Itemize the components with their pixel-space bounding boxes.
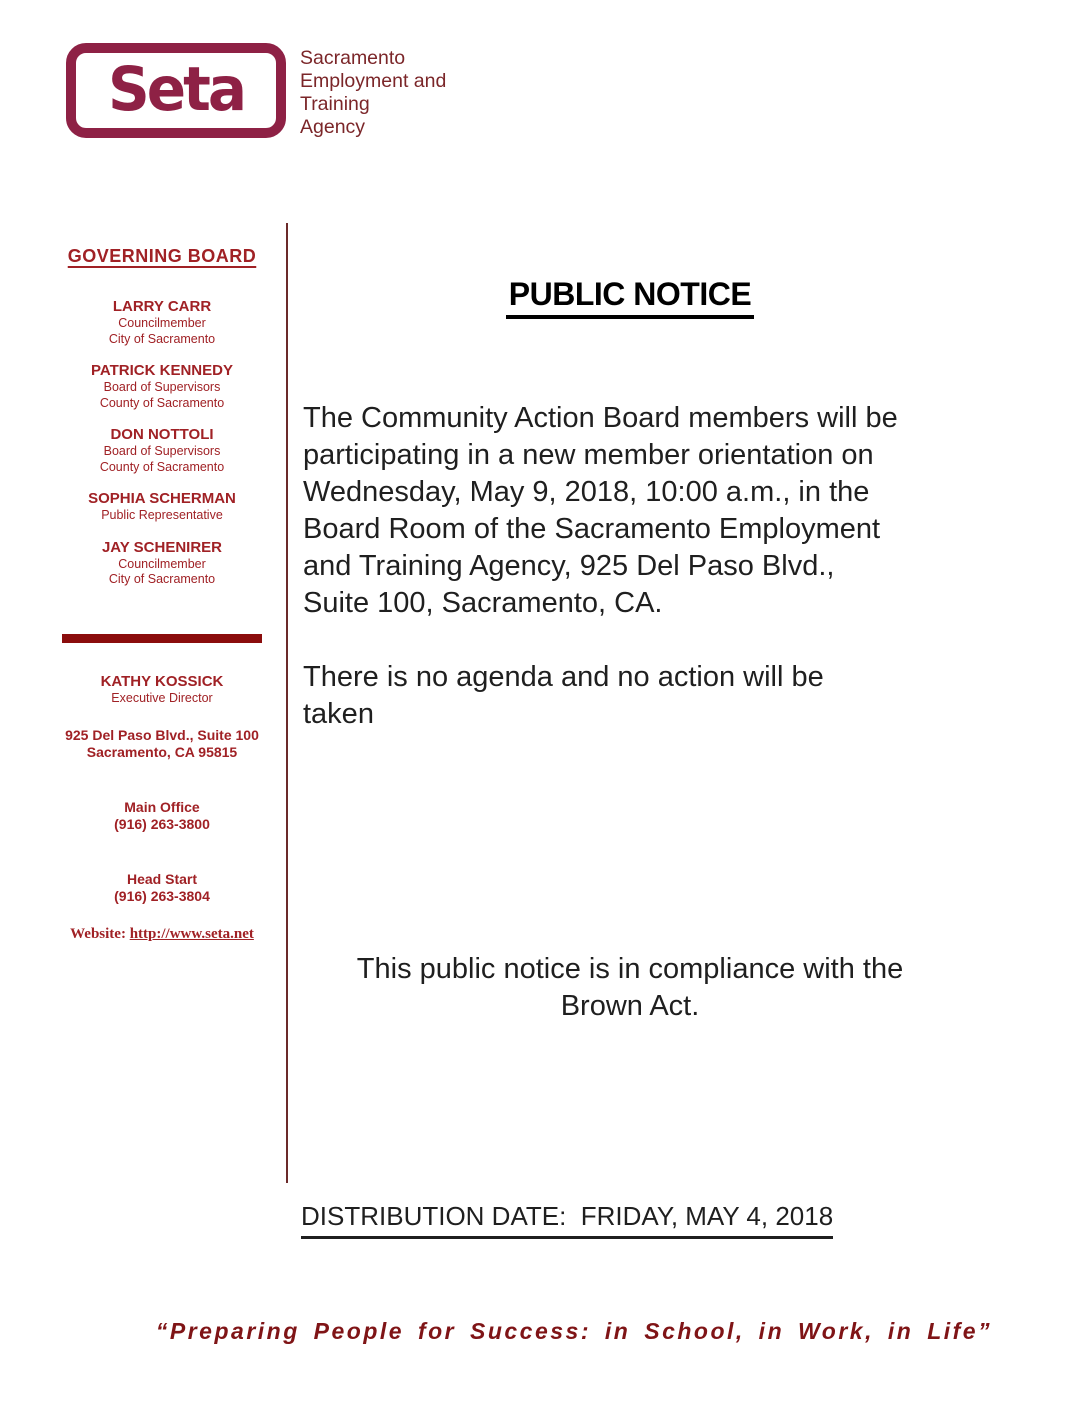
paragraph-line: and Training Agency, 925 Del Paso Blvd., [303,550,835,582]
board-member [56,426,268,475]
board-member-name: PATRICK KENNEDY [91,362,233,379]
notice-title-wrap [290,276,970,319]
website-link[interactable]: http://www.seta.net [129,926,254,942]
board-member-name: DON NOTTOLI [110,426,214,443]
compliance-line: This public notice is in compliance with the [356,953,904,985]
notice-paragraph-1 [303,400,973,622]
paragraph-line: taken [303,698,374,730]
agency-name-line: Training [300,93,370,115]
distribution-date: DISTRIBUTION DATE: FRIDAY, MAY 4, 2018 [301,1201,833,1239]
website-label: Website: [70,926,130,942]
board-member-role: City of Sacramento [108,331,216,346]
contact-head-start [56,871,268,905]
board-member-role: Councilmember [118,556,206,571]
executive-director-name: KATHY KOSSICK [100,672,224,690]
website-row [56,926,268,943]
board-member-name: JAY SCHENIRER [101,538,223,556]
executive-director-title: Executive Director [111,690,213,705]
board-member-role: Councilmember [118,316,206,330]
compliance-line: Brown Act. [560,990,700,1022]
paragraph-line: Board Room of the Sacramento Employment [303,513,881,545]
executive-director [56,673,268,707]
contact-phone: (916) 263-3804 [114,888,210,904]
paragraph-line: participating in a new member orientation on [303,439,874,471]
board-member [56,362,268,411]
agency-name-line: Agency [300,116,366,138]
board-member-role: Public Representative [101,508,223,522]
board-member-role: Board of Supervisors [103,380,221,394]
paragraph-line: Wednesday, May 9, 2018, 10:00 a.m., in the [303,476,870,508]
board-member-name: LARRY CARR [112,298,212,315]
agency-address [56,727,268,761]
contact-phone: (916) 263-3800 [114,816,210,832]
board-member-name: SOPHIA SCHERMAN [88,490,236,507]
notice-title: PUBLIC NOTICE [506,276,754,319]
contact-label: Main Office [124,799,200,815]
paragraph-line: Suite 100, Sacramento, CA. [303,587,663,619]
board-member [56,539,268,588]
address-line: 925 Del Paso Blvd., Suite 100 [65,727,259,743]
board-member-role: County of Sacramento [99,459,225,474]
address-line: Sacramento, CA 95815 [86,744,238,760]
sidebar [56,246,268,943]
compliance-note [290,951,970,1025]
paragraph-line: There is no agenda and no action will be [303,661,824,693]
board-member [56,490,268,524]
board-member-role: Board of Supervisors [103,444,221,458]
contact-label: Head Start [126,871,198,887]
footer-tagline: “Preparing People for Success: in School, in Work, in Life” [155,1318,993,1344]
board-member [56,298,268,347]
governing-board-heading: GOVERNING BOARD [67,246,257,266]
board-member-role: County of Sacramento [99,395,225,410]
seta-logo-wordmark: Seta [108,52,244,125]
seta-logo [66,43,286,138]
agency-name-line: Sacramento [300,47,406,69]
agency-name [300,47,446,139]
distribution-date-wrap [301,1201,833,1239]
contact-main-office [56,799,268,833]
sidebar-divider [62,634,262,643]
vertical-divider [286,223,288,1183]
notice-paragraph-2 [303,659,973,733]
agency-name-line: Employment and [300,70,447,92]
board-member-role: City of Sacramento [108,572,216,586]
paragraph-line: The Community Action Board members will be [303,402,898,434]
